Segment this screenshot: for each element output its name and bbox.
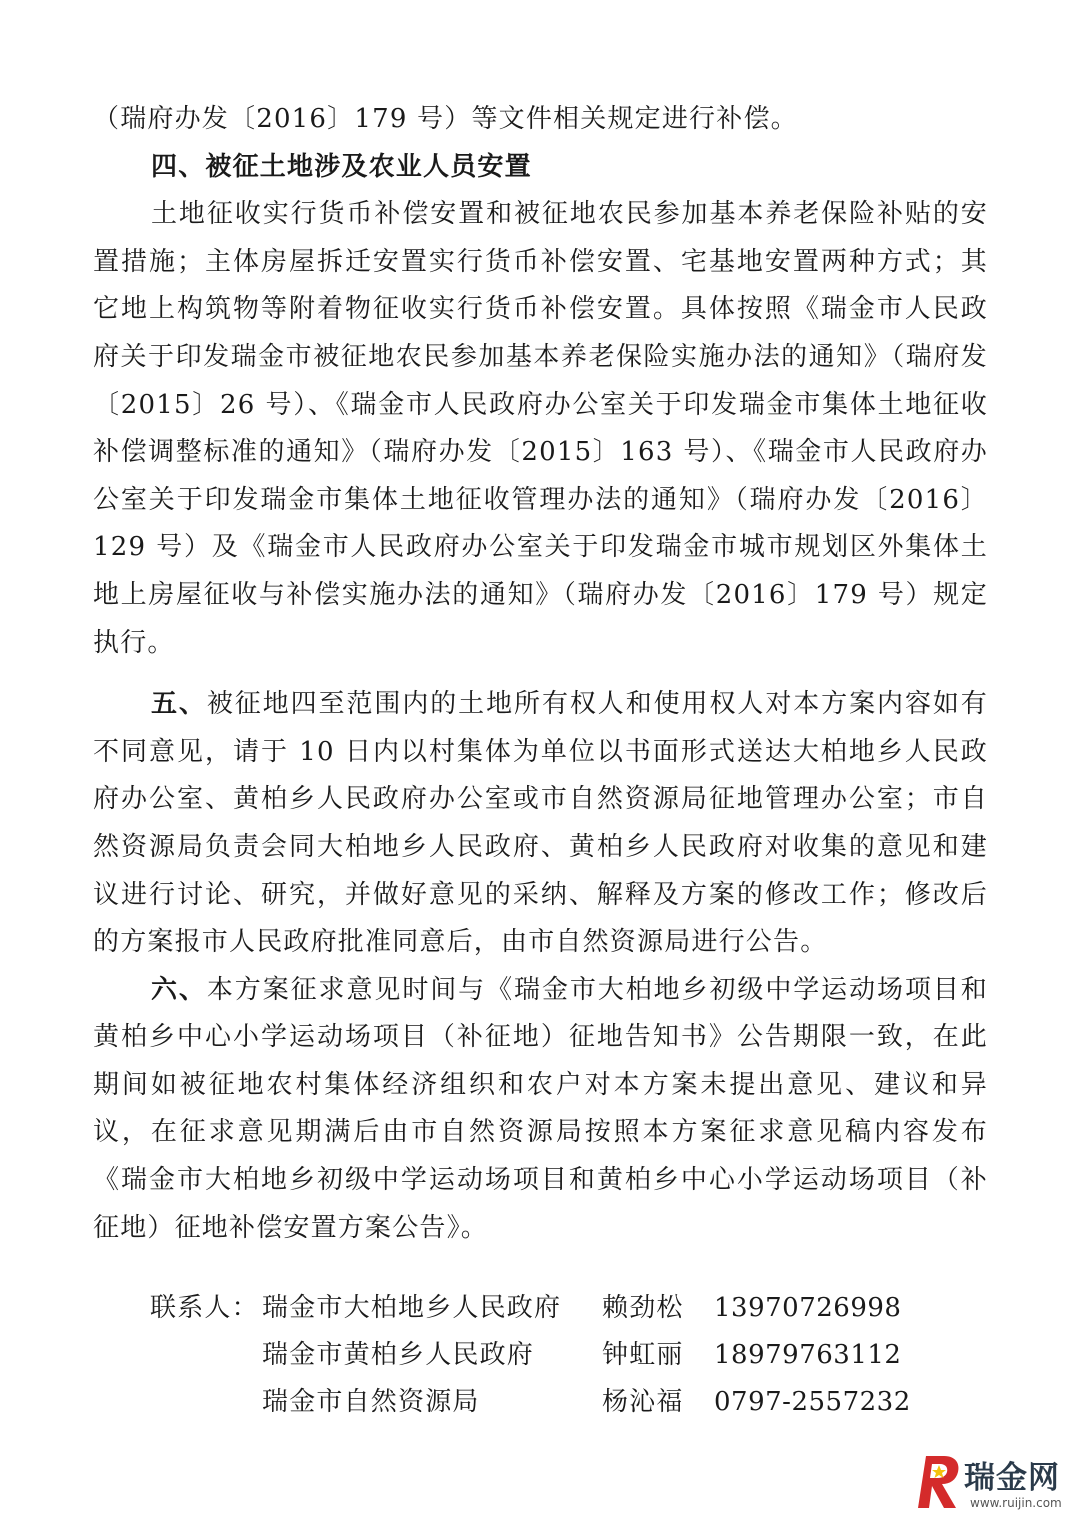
ruijin-logo-icon: [912, 1450, 964, 1512]
paragraph-section-5: [93, 681, 988, 967]
contacts-label: 联系人：: [150, 1293, 259, 1323]
contact-row: [150, 1285, 911, 1332]
section-6-body: 本方案征求意见时间与《瑞金市大柏地乡初级中学运动场项目和黄柏乡中心小学运动场项目（补征地）征地告知书》公告期限一致，在此期间如被征地农村集体经济组织和农户对本方案未提出意见、建议和异议，在征求意见期满后由市自然资源局按照本方案征求意见稿内容发布《瑞金市大柏地乡初级中学运动场项目和黄柏乡中心小学运动场项目（补征地）征地补偿安置方案公告》。: [93, 974, 988, 1243]
paragraph-continuation: （瑞府办发〔2016〕179 号）等文件相关规定进行补偿。: [93, 104, 798, 134]
contact-phone: 13970726998: [714, 1293, 902, 1323]
paragraph-section-4: 土地征收实行货币补偿安置和被征地农民参加基本养老保险补贴的安置措施；主体房屋拆迁安置实行货币补偿安置、宅基地安置两种方式；其它地上构筑物等附着物征收实行货币补偿安置。具体按照《瑞金市人民政府关于印发瑞金市被征地农民参加基本养老保险实施办法的通知》（瑞府发〔2015〕26 号）、《瑞金市人民政府办公室关于印发瑞金市集体土地征收补偿调整标准的通知》（瑞府办发〔2015〕163 号）、《瑞金市人民政府办公室关于印发瑞金市集体土地征收管理办法的通知》（瑞府办发〔2016〕129 号）及《瑞金市人民政府办公室关于印发瑞金市城市规划区外集体土地上房屋征收与补偿实施办法的通知》（瑞府办发〔2016〕179 号）规定执行。: [93, 199, 988, 658]
contact-phone: 0797-2557232: [714, 1387, 911, 1417]
contact-org: 瑞金市自然资源局: [262, 1387, 480, 1417]
document-body: [93, 96, 988, 1252]
contact-name: 钟虹丽: [602, 1340, 684, 1370]
contact-row: [150, 1379, 911, 1426]
contact-org: 瑞金市大柏地乡人民政府: [262, 1293, 562, 1323]
contact-name: 杨沁福: [602, 1387, 684, 1417]
section-heading-4: 四、被征土地涉及农业人员安置: [151, 151, 532, 182]
watermark-url: www.ruijin.com: [970, 1496, 1062, 1510]
contacts-block: [150, 1285, 911, 1426]
contact-phone: 18979763112: [714, 1340, 902, 1370]
watermark-logo: [912, 1448, 1072, 1518]
section-5-body: 被征地四至范围内的土地所有权人和使用权人对本方案内容如有不同意见，请于 10 日内以村集体为单位以书面形式送达大柏地乡人民政府办公室、黄柏乡人民政府办公室或市自然资源局征地管理办公室；市自然资源局负责会同大柏地乡人民政府、黄柏乡人民政府对收集的意见和建议进行讨论、研究，并做好意见的采纳、解释及方案的修改工作；修改后的方案报市人民政府批准同意后，由市自然资源局进行公告。: [93, 689, 988, 958]
contact-row: [150, 1332, 911, 1379]
section-6-lead: 六、: [151, 974, 207, 1005]
paragraph-section-6: [93, 967, 988, 1253]
contact-name: 赖劲松: [602, 1293, 684, 1323]
watermark-name: 瑞金网: [964, 1460, 1060, 1496]
contact-org: 瑞金市黄柏乡人民政府: [262, 1340, 535, 1370]
section-5-lead: 五、: [151, 689, 207, 720]
